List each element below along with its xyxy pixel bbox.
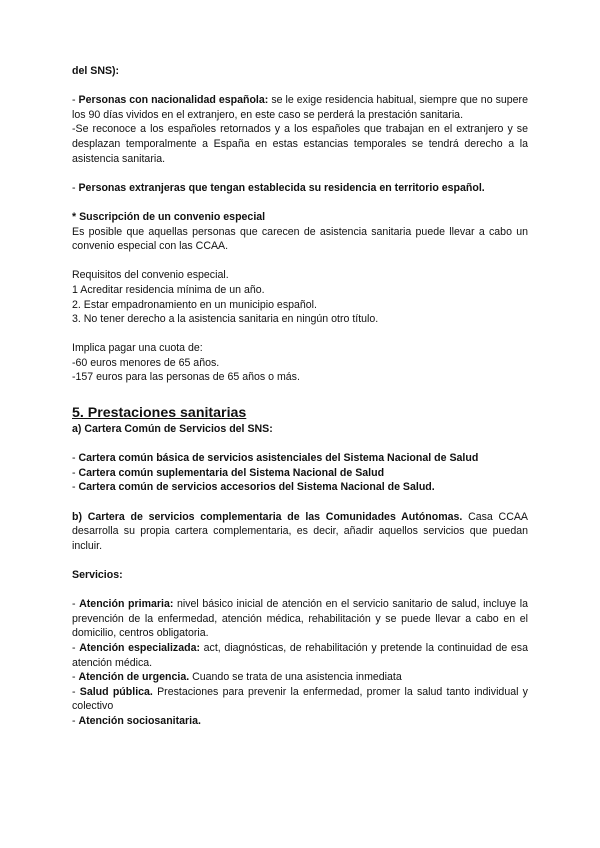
returned-spaniards-paragraph: -Se reconoce a los españoles retornados y a los españoles que trabajan en el extranjero y se desplazan temporalmente a España en estas estancias temporales se tendrá derecho a la asistencia sanitaria. <box>72 123 528 165</box>
requirement-item: 1 Acreditar residencia mínima de un año. <box>72 283 265 296</box>
spanish-nationals-label: Personas con nacionalidad española: <box>78 94 269 107</box>
quota-item: -157 euros para las personas de 65 años o más. <box>72 371 300 384</box>
convenio-text: Es posible que aquellas personas que carecen de asistencia sanitaria puede llevar a cabo un convenio especial con las CCAA. <box>72 225 528 253</box>
cartera-item: - Cartera común básica de servicios asistenciales del Sistema Nacional de Salud <box>72 452 479 465</box>
foreigners-paragraph: - Personas extranjeras que tengan establecida su residencia en territorio español. <box>72 181 485 194</box>
document-page <box>72 64 528 729</box>
services-title: Servicios: <box>72 569 123 581</box>
requirement-item: 2. Estar empadronamiento en un municipio español. <box>72 298 317 311</box>
quota-item: -60 euros menores de 65 años. <box>72 356 220 369</box>
section-b-paragraph: b) Cartera de servicios complementaria de las Comunidades Autónomas. Casa CCAA desarrolla su propia cartera complementaria, es decir, añadir aquellos servicios que puedan incluir. <box>72 510 528 552</box>
service-item: - Atención especializada: act, diagnósticas, de rehabilitación y pretende la continuidad de esa atención médica. <box>72 641 528 669</box>
requirements-title: Requisitos del convenio especial. <box>72 269 229 282</box>
requirement-item: 3. No tener derecho a la asistencia sanitaria en ningún otro título. <box>72 313 379 326</box>
section-a-subtitle: a) Cartera Común de Servicios del SNS: <box>72 423 273 436</box>
top-heading: del SNS): <box>72 65 120 77</box>
cartera-item: - Cartera común de servicios accesorios del Sistema Nacional de Salud. <box>72 481 435 494</box>
service-item: - Atención primaria: nivel básico inicial de atención en el servicio sanitario de salud, incluye la prevención de la enfermedad, atención médica, rehabilitación y se puede llevar a cabo en el domicilio, centros obligatoria. <box>72 598 528 640</box>
convenio-title: * Suscripción de un convenio especial <box>72 210 266 223</box>
spanish-nationals-paragraph: - Personas con nacionalidad española: se le exige residencia habitual, siempre que no supere los 90 días vividos en el extranjero, en este caso se perderá la prestación sanitaria. <box>72 94 528 121</box>
service-item: - Atención de urgencia. Cuando se trata de una asistencia inmediata <box>72 671 402 684</box>
section-5-title: 5. Prestaciones sanitarias <box>72 405 247 422</box>
quota-title: Implica pagar una cuota de: <box>72 342 203 355</box>
cartera-item: - Cartera común suplementaria del Sistema Nacional de Salud <box>72 466 385 479</box>
service-item: - Salud pública. Prestaciones para prevenir la enfermedad, promer la salud tanto individual y colectivo <box>72 685 528 713</box>
service-item: - Atención sociosanitaria. <box>72 714 201 727</box>
